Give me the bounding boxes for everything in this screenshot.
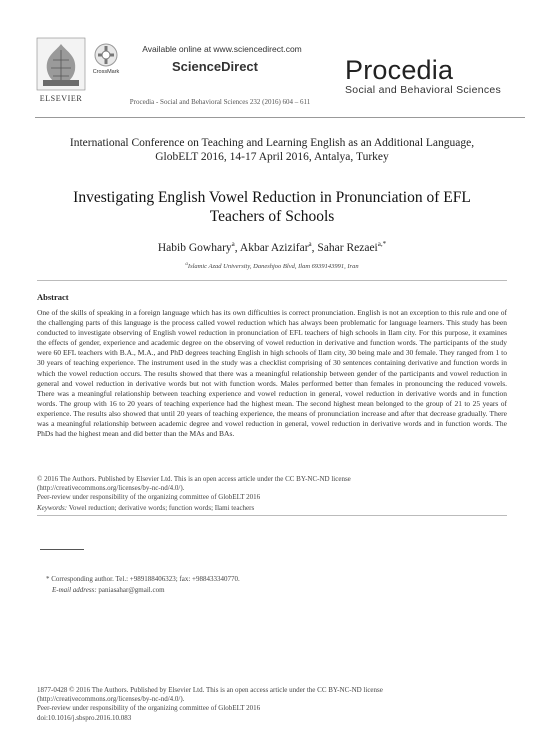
license-link[interactable]: (http://creativecommons.org/licenses/by-nc-nd/4.0/). — [37, 484, 185, 492]
journal-reference: Procedia - Social and Behavioral Sciences 232 (2016) 604 – 611 — [129, 98, 311, 106]
elsevier-logo — [33, 36, 89, 106]
email-link[interactable]: paniasahar@gmail.com — [98, 586, 165, 594]
header-divider — [35, 117, 525, 118]
author-separator: , — [311, 241, 318, 254]
author-separator: , — [234, 241, 240, 254]
crossmark-label: CrossMark — [92, 69, 120, 75]
footer-doi[interactable]: doi:10.1016/j.sbspro.2016.10.083 — [37, 713, 132, 722]
peer-review-note: Peer-review under responsibility of the organizing committee of GlobELT 2016 — [37, 493, 261, 501]
sciencedirect-brand: ScienceDirect — [172, 59, 258, 74]
crossmark-badge[interactable] — [93, 42, 119, 78]
page-footer — [37, 686, 507, 723]
author-name: Sahar Rezaei — [317, 241, 378, 254]
available-online: Available online at www.sciencedirect.com — [142, 44, 302, 54]
copyright-notice — [37, 475, 507, 493]
procedia-subtitle: Social and Behavioral Sciences — [345, 84, 502, 96]
elsevier-label: ELSEVIER — [39, 94, 83, 103]
footer-peer-review: Peer-review under responsibility of the organizing committee of GlobELT 2016 — [37, 704, 261, 713]
author-list — [60, 240, 484, 254]
procedia-logo — [345, 56, 520, 100]
author-sup: a — [231, 240, 235, 248]
article-title-line-2: Teachers of Schools — [209, 208, 335, 225]
email-note — [52, 586, 165, 594]
keywords-list: Vowel reduction; derivative words; function words; Ilami teachers — [68, 504, 255, 512]
conference-line-2: GlobELT 2016, 14-17 April 2016, Antalya, Turkey — [155, 151, 389, 163]
footnote-divider — [40, 549, 84, 550]
keywords — [37, 504, 254, 512]
footer-issn-line: 1877-0428 © 2016 The Authors. Published by Elsevier Ltd. This is an open access article under the CC BY-NC-ND license — [37, 686, 383, 694]
author-name: Habib Gowhary — [157, 241, 232, 254]
corresponding-author-note: * Corresponding author. Tel.: +989188406323; fax: +988433340770. — [46, 575, 240, 583]
author-name: Akbar Azizifar — [239, 241, 309, 254]
abstract-bottom-divider — [37, 515, 507, 516]
author-sup: a — [308, 240, 312, 248]
procedia-title: Procedia — [345, 55, 454, 85]
email-label: E-mail address: — [52, 586, 97, 594]
affiliation-sup: a — [185, 262, 188, 267]
conference-name — [40, 136, 504, 164]
abstract-body: One of the skills of speaking in a foreign language which has its own difficulties is correct pronunciation. English is not an exception to this rule and one of the challenging parts of this language is the process called vowel reduction which has always been problematic for language learners. This study has been conducted to investigate observing of English vowel reduction in pronunciation of EFL teachers of high schools in Ilam city. For this purpose, it examines the effects of gender, experience and academic degree on the observing of vowel reduction in derivative and function words. The participants of the study were 60 EFL teachers with B.A., M.A., and PhD degrees teaching English in high schools of Ilam city, 30 being male and 30 female. They ranged from 1 to 30 years of teaching experience. The instrument used in the study was a checklist comprising of 30 sentences containing derivative and function words in which the vowel reduction occurs. The results showed that there was a meaningful relationship between gender of the participants and vowel reduction in general and vowel reduction in derivative words but not with function words. Males performed better than females in pronouncing the reduced vowels. There was a meaningful relationship between teaching experience and vowel reduction in general, vowel reduction in derivative words and in function words. The group with 16 to 20 years of teaching experience had the highest mean. The second highest mean belonged to the group of 21 to 25 years of experience. The results also showed that until 20 years of teaching experience, the means of pronunciation increase and after that decrease gradually. There was a meaningful relationship between academic degree and vowel reduction in general, vowel reduction in derivative words and in function words. The PhDs had the highest mean and did better than the MAs and BAs. — [37, 308, 507, 439]
keywords-label: Keywords: — [37, 504, 68, 512]
affiliation-text: Islamic Azad University, Daneshjoo Blvd, Ilam 6939143991, Iran — [187, 263, 359, 271]
footer-license-link[interactable]: (http://creativecommons.org/licenses/by-nc-nd/4.0/). — [37, 695, 185, 704]
abstract-heading: Abstract — [37, 292, 69, 302]
conference-line-1: International Conference on Teaching and Learning English as an Additional Language, — [69, 137, 475, 149]
article-title-line-1: Investigating English Vowel Reduction in Pronunciation of EFL — [73, 189, 471, 206]
abstract-top-divider — [37, 280, 507, 281]
copyright-line-1: © 2016 The Authors. Published by Elsevier Ltd. This is an open access article under the CC BY-NC-ND license — [37, 475, 351, 483]
author-sup: a,* — [377, 240, 387, 248]
article-title — [50, 188, 494, 226]
affiliation — [60, 262, 484, 270]
crossmark-icon — [93, 42, 119, 68]
